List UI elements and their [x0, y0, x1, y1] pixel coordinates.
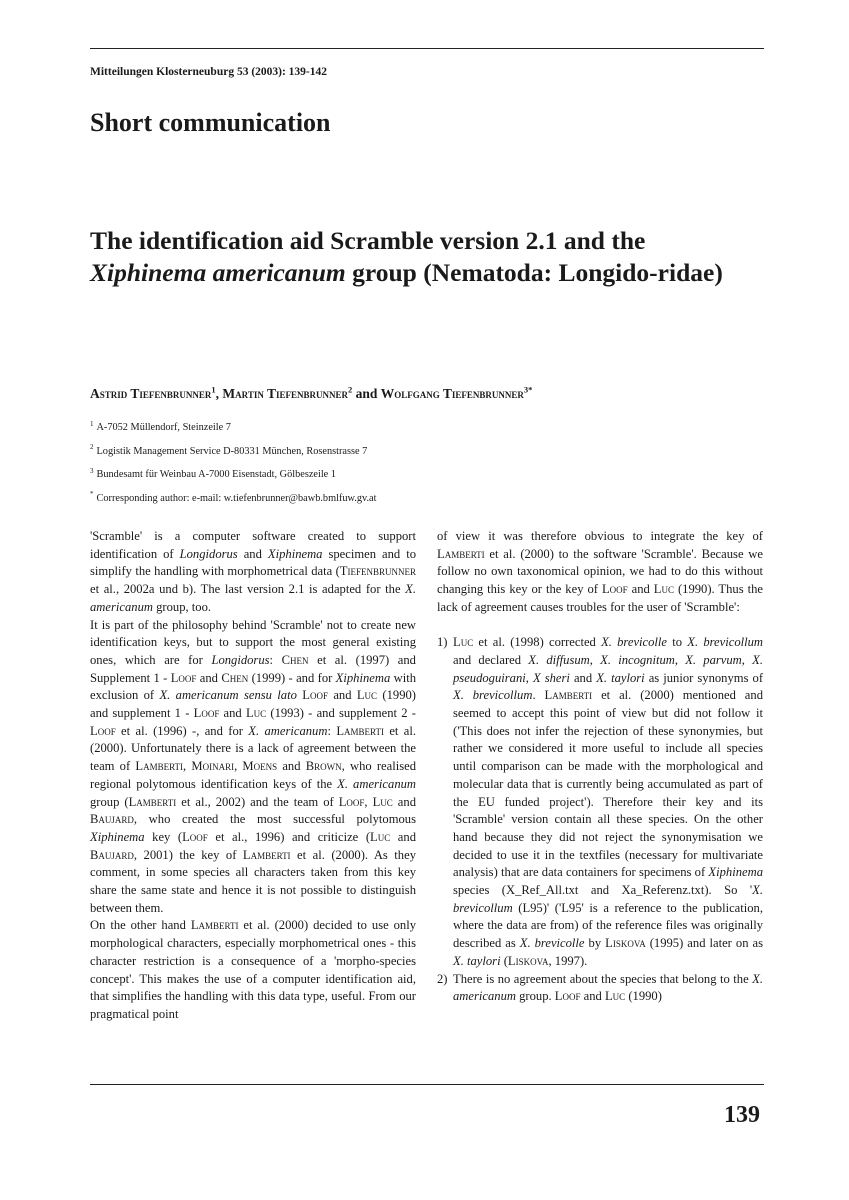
author-name: Wolfgang Tiefenbrunner: [380, 386, 524, 401]
affiliation: [90, 443, 377, 470]
affiliation-mark: 2: [90, 443, 94, 452]
paragraph-gap: [437, 617, 763, 635]
author-affil-mark: 2: [347, 384, 353, 395]
body-paragraph: It is part of the philosophy behind 'Scramble' not to create new identification keys, but to support the most general existing ones, which are for Longidorus: Chen et al. (1997) and Supplement 1 - Loof and Chen (1999) - and for Xiphinema with exclusion of X. americanum sensu lato Loof and Luc (1990) and supplement 1 - Loof and Luc (1993) - and supplement 2 - Loof et al. (1996) -, and for X. americanum: Lamberti et al. (2000). Unfortunately there is a lack of agreement between the team of Lamberti, Moinari, Moens and Brown, who realised regional polytomous identification keys of the X. americanum group (Lamberti et al., 2002) and the team of Loof, Luc and Baujard, who created the most successful polytomous Xiphinema key (Loof et al., 1996) and criticize (Luc and Baujard, 2001) the key of Lamberti et al. (2000). As they comment, in some species all characters taken from this key share the same state and hence it is not possible to distinguish between them.: [90, 617, 417, 915]
list-item-number: 2): [437, 971, 448, 986]
article-title: [90, 225, 760, 289]
affiliation-mark: 1: [90, 419, 94, 428]
affiliation-mark: 3: [90, 466, 94, 475]
author-name: Astrid Tiefenbrunner: [90, 386, 212, 401]
affiliation-text: A-7052 Müllendorf, Steinzeile 7: [96, 422, 231, 433]
body-paragraph: of view it was therefore obvious to integrate the key of Lamberti et al. (2000) to the software 'Scramble'. Because we follow no own taxonomical opinion, we had to do this without changing this key or the key of Loof and Luc (1990). Thus the lack of agreement causes troubles for the user of 'Scramble':: [437, 529, 763, 614]
author-separator: ,: [215, 386, 223, 401]
affiliation-text: Logistik Management Service D-80331 München, Rosenstrasse 7: [96, 445, 368, 457]
bottom-rule: [90, 1084, 764, 1085]
list-item: [437, 971, 763, 1006]
author-affil-mark: 3*: [523, 384, 533, 395]
journal-citation: Mitteilungen Klosterneuburg 53 (2003): 139-142: [90, 66, 328, 78]
section-heading: Short communication: [90, 108, 331, 137]
list-item-text: Luc et al. (1998) corrected X. brevicolle to X. brevicollum and declared X. diffusum, X. incognitum, X. parvum, X. pseudoguirani, X sheri and X. taylori as junior synonyms of X. brevicollum. Lamberti et al. (2000) mentioned and seemed to accept this point of view but did not follow it ('This does not infer the rejection of these synonymies, but rather we considered it more useful to include all species until comparison can be made with the morphological and molecular data that is currently being accumulated as part of the EU funded project'). Therefore their key and its 'Scramble' version contain all these species. On the other hand because they did not reject the synonymisation we decided to use it in the textfiles (necessary for multivariate analysis) that are data containers for specimens of Xiphinema species (X_Ref_All.txt and Xa_Referenz.txt). So 'X. brevicollum (L95)' ('L95' is a reference to the publication, where the data are from) of the reference files was originally described as X. brevicolle by Liskova (1995) and later on as X. taylori (Liskova, 1997).: [453, 635, 764, 968]
title-part2: group (Nematoda: Longido-ridae): [345, 258, 723, 287]
affiliation-mark: *: [90, 490, 94, 499]
affiliation-list: [90, 419, 377, 516]
body-column-left: [90, 528, 416, 1024]
affiliation-text: Corresponding author: e-mail: w.tiefenbrunner@bawb.bmlfuw.gv.at: [96, 492, 377, 504]
title-italic-taxon: Xiphinema americanum: [90, 258, 346, 287]
body-paragraph: On the other hand Lamberti et al. (2000) decided to use only morphological characters, especially morphometrical ones - this character restriction is a consequence of a 'morpho-species concept'. This makes the use of a computer identification aid, that simplifies the handling with this data type, useful. From our pragmatical point: [90, 918, 417, 1021]
list-item-text: There is no agreement about the species that belong to the X. americanum group. Loof and Luc (1990): [453, 971, 763, 1004]
affiliation: [90, 419, 377, 446]
title-part1: The identification aid Scramble version 2.1 and the: [90, 226, 646, 255]
author-name: Martin Tiefenbrunner: [222, 386, 348, 401]
body-paragraph: 'Scramble' is a computer software created to support identification of Longidorus and Xiphinema specimen and to simplify the handling with morphometrical data (Tiefenbrunner et al., 2002a und b). The last version 2.1 is adapted for the X. americanum group, too.: [90, 529, 417, 614]
affiliation: [90, 490, 377, 517]
body-column-right: [437, 528, 763, 1006]
affiliation-text: Bundesamt für Weinbau A-7000 Eisenstadt, Gölbeszeile 1: [96, 469, 336, 480]
author-list: [90, 386, 532, 402]
affiliation: [90, 466, 377, 493]
page-number: 139: [724, 1102, 760, 1128]
author-conjunction: and: [352, 386, 381, 401]
author-affil-mark: 1: [211, 384, 216, 395]
list-item: [437, 634, 763, 970]
list-item-number: 1): [437, 635, 448, 650]
issue-list: [437, 634, 763, 1006]
top-rule: [90, 48, 764, 49]
